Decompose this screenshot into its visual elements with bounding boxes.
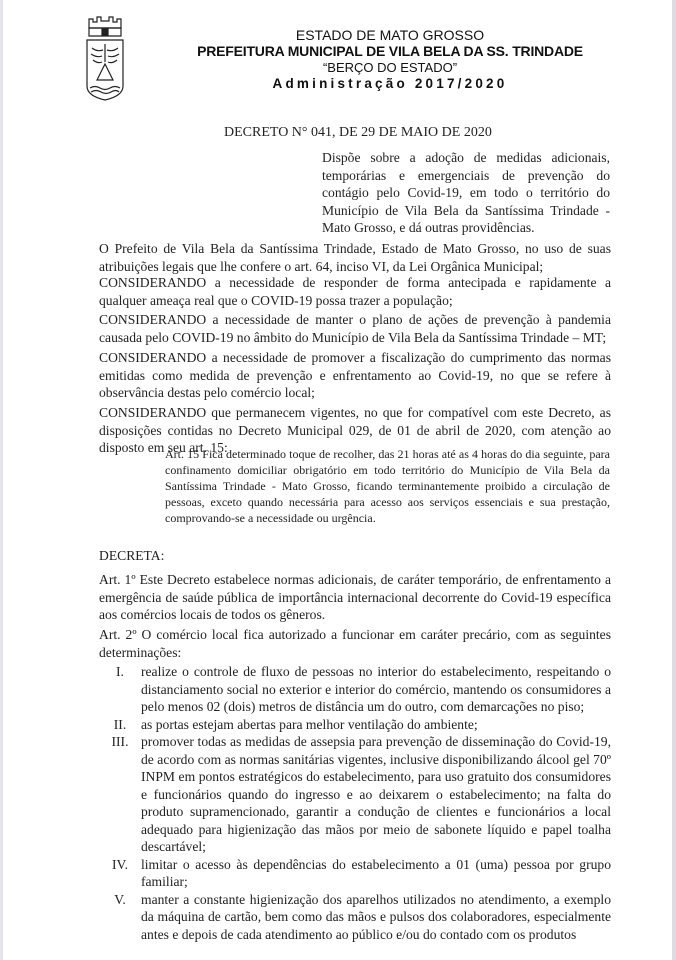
letterhead-motto: “BERÇO DO ESTADO” xyxy=(322,60,458,75)
letterhead-state: ESTADO DE MATO GROSSO xyxy=(295,27,485,43)
list-item xyxy=(99,716,611,734)
item-number: V. xyxy=(114,891,126,907)
item-text: manter a constante higienização dos aparelhos utilizados no atendimento, a exemplo da máquina de cartão, bem como das mãos e pulsos dos colaboradores, especialmente antes e depois de cada atendimento ao público e/ou do contado com os produtos xyxy=(141,891,611,942)
coat-of-arms-icon xyxy=(83,14,127,104)
considerando-2: CONSIDERANDO a necessidade de manter o plano de ações de prevenção à pandemia causada pelo COVID-19 no âmbito do Município de Vila Bela da Santíssima Trindade – MT; xyxy=(99,312,611,345)
letterhead-administration: Administração 2017/2020 xyxy=(272,76,508,91)
considerando-1: CONSIDERANDO a necessidade de responder de forma antecipada e rapidamente a qualquer ameaça real que o COVID-19 possa trazer a população; xyxy=(99,275,611,308)
letterhead-prefecture: PREFEITURA MUNICIPAL DE VILA BELA DA SS. TRINDADE xyxy=(197,43,583,59)
page-edge-right xyxy=(672,0,676,960)
considerando-3: CONSIDERANDO a necessidade de promover a fiscalização do cumprimento das normas emitidas como medida de prevenção e enfrentamento ao Covid-19, no que se refere à observância destas pelo comércio local; xyxy=(99,350,611,400)
list-item xyxy=(99,663,611,716)
item-text: as portas estejam abertas para melhor ventilação do ambiente; xyxy=(141,716,478,732)
item-text: limitar o acesso às dependências do estabelecimento a 01 (uma) pessoa por grupo familiar; xyxy=(141,856,611,889)
article-2: Art. 2º O comércio local fica autorizado a funcionar em caráter precário, com as seguintes determinações: xyxy=(99,627,611,660)
decree-ementa: Dispõe sobre a adoção de medidas adicionais, temporárias e emergenciais de prevenção do contágio pelo Covid-19, em todo o território do Município de Vila Bela da Santíssima Trindade - Mato Grosso, e dá outras providências. xyxy=(322,150,610,235)
item-number: I. xyxy=(116,664,124,679)
item-text: realize o controle de fluxo de pessoas no interior do estabelecimento, respeitando o distanciamento social no exterior e interior do comércio, mantendo os consumidores a pelo menos 02 (dois) metros de distância um do outro, com demarcações no piso; xyxy=(141,664,611,714)
item-text: promover todas as medidas de assepsia para prevenção de disseminação do Covid-19, de acordo com as normas sanitárias vigentes, inclusive disponibilizando álcool gel 70º INPM em pontos estratégicos do estabelecimento, para uso gratuito dos consumidores e funcionários quando do ingresso e ao deixarem o estabelecimento; na falta do produto supramencionado, garantir a condução de clientes e funcionários a local adequado para higienização das mãos por meio de sabonete líquido e papel toalha descartável; xyxy=(141,734,611,854)
preamble: O Prefeito de Vila Bela da Santíssima Trindade, Estado de Mato Grosso, no uso de suas atribuições legais que lhe confere o art. 64, inciso VI, da Lei Orgânica Municipal; xyxy=(99,241,611,274)
page-edge-left xyxy=(0,0,3,960)
considerando-4: CONSIDERANDO que permanecem vigentes, no que for compatível com este Decreto, as disposições contidas no Decreto Municipal 029, de 01 de abril de 2020, com atenção ao disposto em seu art. 15: xyxy=(99,405,611,455)
item-number: II. xyxy=(113,716,127,732)
decree-title: DECRETO N° 041, DE 29 DE MAIO DE 2020 xyxy=(224,125,492,140)
letterhead xyxy=(190,27,590,92)
quoted-article-15: Art. 15 Fica determinado toque de recolher, das 21 horas até as 4 horas do dia seguinte, para confinamento domiciliar obrigatório em todo território do Município de Vila Bela da Santíssima Trindade - Mato Grosso, ficando terminantemente proibido a circulação de pessoas, exceto quando necessária para acesso aos serviços essenciais e sua prestação, comprovando-se a necessidade ou urgência. xyxy=(165,447,610,525)
article-2-items xyxy=(99,663,611,943)
item-number: IV. xyxy=(112,856,128,872)
list-item xyxy=(99,891,611,944)
item-number: III. xyxy=(111,734,129,749)
decreta-heading: DECRETA: xyxy=(99,548,165,563)
list-item xyxy=(99,856,611,891)
list-item xyxy=(99,733,611,856)
article-1: Art. 1º Este Decreto estabelece normas adicionais, de caráter temporário, de enfrentamento a emergência de saúde pública de importância internacional decorrente do Covid-19 específica aos comércios locais de todos os gêneros. xyxy=(99,572,611,622)
